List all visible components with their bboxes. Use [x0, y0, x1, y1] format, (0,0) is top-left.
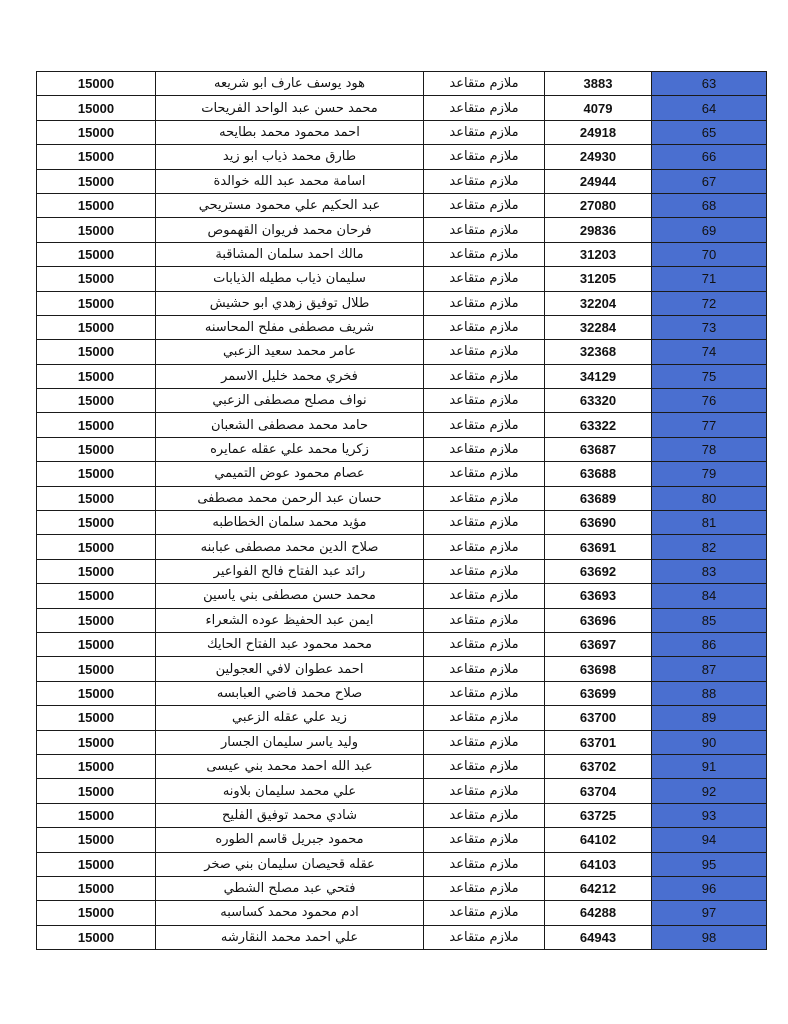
- sequence-cell: 74: [652, 340, 767, 364]
- name-cell: عقله قحيصان سليمان بني صخر: [156, 852, 424, 876]
- rank-cell: ملازم متقاعد: [424, 96, 545, 120]
- rank-cell: ملازم متقاعد: [424, 315, 545, 339]
- rank-cell: ملازم متقاعد: [424, 486, 545, 510]
- table-row: [37, 242, 767, 266]
- amount-cell: 15000: [37, 193, 156, 217]
- table-row: [37, 632, 767, 656]
- sequence-cell: 76: [652, 389, 767, 413]
- amount-cell: 15000: [37, 901, 156, 925]
- name-cell: زيد علي عقله الزعبي: [156, 706, 424, 730]
- sequence-cell: 96: [652, 876, 767, 900]
- amount-cell: 15000: [37, 242, 156, 266]
- rank-cell: ملازم متقاعد: [424, 779, 545, 803]
- military-number-cell: 63320: [545, 389, 652, 413]
- name-cell: فرحان محمد فريوان القهموص: [156, 218, 424, 242]
- rank-cell: ملازم متقاعد: [424, 267, 545, 291]
- retirees-table: [36, 71, 767, 950]
- sequence-cell: 98: [652, 925, 767, 949]
- table-row: [37, 96, 767, 120]
- name-cell: مالك احمد سلمان المشاقبة: [156, 242, 424, 266]
- table-row: [37, 852, 767, 876]
- military-number-cell: 64212: [545, 876, 652, 900]
- name-cell: محمد حسن مصطفى بني ياسين: [156, 584, 424, 608]
- rank-cell: ملازم متقاعد: [424, 876, 545, 900]
- amount-cell: 15000: [37, 876, 156, 900]
- name-cell: محمود جبريل قاسم الطوره: [156, 828, 424, 852]
- table-row: [37, 803, 767, 827]
- name-cell: ايمن عبد الحفيظ عوده الشعراء: [156, 608, 424, 632]
- table-row: [37, 364, 767, 388]
- military-number-cell: 63700: [545, 706, 652, 730]
- sequence-cell: 97: [652, 901, 767, 925]
- military-number-cell: 63688: [545, 462, 652, 486]
- military-number-cell: 64102: [545, 828, 652, 852]
- name-cell: صلاح محمد فاضي العبابسه: [156, 681, 424, 705]
- name-cell: سليمان ذياب مطيله الذيابات: [156, 267, 424, 291]
- name-cell: احمد محمود محمد بطايحه: [156, 120, 424, 144]
- amount-cell: 15000: [37, 706, 156, 730]
- amount-cell: 15000: [37, 779, 156, 803]
- rank-cell: ملازم متقاعد: [424, 559, 545, 583]
- sequence-cell: 68: [652, 193, 767, 217]
- amount-cell: 15000: [37, 291, 156, 315]
- military-number-cell: 63699: [545, 681, 652, 705]
- retirees-table-body: [37, 72, 767, 950]
- military-number-cell: 63701: [545, 730, 652, 754]
- table-row: [37, 779, 767, 803]
- military-number-cell: 63687: [545, 437, 652, 461]
- rank-cell: ملازم متقاعد: [424, 511, 545, 535]
- rank-cell: ملازم متقاعد: [424, 632, 545, 656]
- military-number-cell: 63689: [545, 486, 652, 510]
- amount-cell: 15000: [37, 169, 156, 193]
- name-cell: فتحي عبد مصلح الشطي: [156, 876, 424, 900]
- amount-cell: 15000: [37, 511, 156, 535]
- sequence-cell: 89: [652, 706, 767, 730]
- military-number-cell: 63725: [545, 803, 652, 827]
- sequence-cell: 65: [652, 120, 767, 144]
- name-cell: رائد عبد الفتاح فالح الفواعير: [156, 559, 424, 583]
- amount-cell: 15000: [37, 462, 156, 486]
- rank-cell: ملازم متقاعد: [424, 364, 545, 388]
- name-cell: علي احمد محمد النقارشه: [156, 925, 424, 949]
- rank-cell: ملازم متقاعد: [424, 925, 545, 949]
- amount-cell: 15000: [37, 584, 156, 608]
- sequence-cell: 82: [652, 535, 767, 559]
- sequence-cell: 80: [652, 486, 767, 510]
- military-number-cell: 63702: [545, 754, 652, 778]
- name-cell: عبد الله احمد محمد بني عيسى: [156, 754, 424, 778]
- rank-cell: ملازم متقاعد: [424, 828, 545, 852]
- sequence-cell: 67: [652, 169, 767, 193]
- name-cell: شادي محمد توفيق الفليح: [156, 803, 424, 827]
- military-number-cell: 63322: [545, 413, 652, 437]
- rank-cell: ملازم متقاعد: [424, 193, 545, 217]
- name-cell: وليد ياسر سليمان الجسار: [156, 730, 424, 754]
- military-number-cell: 4079: [545, 96, 652, 120]
- sequence-cell: 84: [652, 584, 767, 608]
- amount-cell: 15000: [37, 754, 156, 778]
- sequence-cell: 91: [652, 754, 767, 778]
- name-cell: عامر محمد سعيد الزعبي: [156, 340, 424, 364]
- amount-cell: 15000: [37, 535, 156, 559]
- sequence-cell: 78: [652, 437, 767, 461]
- amount-cell: 15000: [37, 389, 156, 413]
- military-number-cell: 32368: [545, 340, 652, 364]
- rank-cell: ملازم متقاعد: [424, 462, 545, 486]
- rank-cell: ملازم متقاعد: [424, 72, 545, 96]
- table-row: [37, 389, 767, 413]
- military-number-cell: 32204: [545, 291, 652, 315]
- amount-cell: 15000: [37, 120, 156, 144]
- sequence-cell: 93: [652, 803, 767, 827]
- table-row: [37, 876, 767, 900]
- sequence-cell: 75: [652, 364, 767, 388]
- name-cell: نواف مصلح مصطفى الزعبي: [156, 389, 424, 413]
- rank-cell: ملازم متقاعد: [424, 169, 545, 193]
- rank-cell: ملازم متقاعد: [424, 706, 545, 730]
- table-row: [37, 340, 767, 364]
- rank-cell: ملازم متقاعد: [424, 291, 545, 315]
- table-row: [37, 315, 767, 339]
- sequence-cell: 83: [652, 559, 767, 583]
- amount-cell: 15000: [37, 559, 156, 583]
- sequence-cell: 81: [652, 511, 767, 535]
- table-row: [37, 437, 767, 461]
- rank-cell: ملازم متقاعد: [424, 413, 545, 437]
- rank-cell: ملازم متقاعد: [424, 681, 545, 705]
- military-number-cell: 29836: [545, 218, 652, 242]
- name-cell: زكريا محمد علي عقله عمايره: [156, 437, 424, 461]
- amount-cell: 15000: [37, 315, 156, 339]
- amount-cell: 15000: [37, 657, 156, 681]
- military-number-cell: 63690: [545, 511, 652, 535]
- military-number-cell: 27080: [545, 193, 652, 217]
- sequence-cell: 79: [652, 462, 767, 486]
- military-number-cell: 63704: [545, 779, 652, 803]
- amount-cell: 15000: [37, 145, 156, 169]
- amount-cell: 15000: [37, 72, 156, 96]
- military-number-cell: 24944: [545, 169, 652, 193]
- table-row: [37, 511, 767, 535]
- table-row: [37, 267, 767, 291]
- table-row: [37, 559, 767, 583]
- rank-cell: ملازم متقاعد: [424, 657, 545, 681]
- table-row: [37, 706, 767, 730]
- military-number-cell: 64943: [545, 925, 652, 949]
- name-cell: طارق محمد ذياب ابو زيد: [156, 145, 424, 169]
- sequence-cell: 95: [652, 852, 767, 876]
- amount-cell: 15000: [37, 803, 156, 827]
- military-number-cell: 31205: [545, 267, 652, 291]
- military-number-cell: 64288: [545, 901, 652, 925]
- sequence-cell: 94: [652, 828, 767, 852]
- military-number-cell: 63698: [545, 657, 652, 681]
- name-cell: محمد محمود عبد الفتاح الحايك: [156, 632, 424, 656]
- table-row: [37, 145, 767, 169]
- amount-cell: 15000: [37, 852, 156, 876]
- amount-cell: 15000: [37, 730, 156, 754]
- rank-cell: ملازم متقاعد: [424, 120, 545, 144]
- name-cell: محمد حسن عبد الواحد الفريحات: [156, 96, 424, 120]
- table-row: [37, 730, 767, 754]
- rank-cell: ملازم متقاعد: [424, 803, 545, 827]
- table-row: [37, 462, 767, 486]
- sequence-cell: 92: [652, 779, 767, 803]
- amount-cell: 15000: [37, 218, 156, 242]
- military-number-cell: 63696: [545, 608, 652, 632]
- table-row: [37, 218, 767, 242]
- table-row: [37, 681, 767, 705]
- name-cell: هود يوسف عارف ابو شريعه: [156, 72, 424, 96]
- name-cell: حامد محمد مصطفى الشعبان: [156, 413, 424, 437]
- sequence-cell: 85: [652, 608, 767, 632]
- rank-cell: ملازم متقاعد: [424, 730, 545, 754]
- amount-cell: 15000: [37, 608, 156, 632]
- sequence-cell: 64: [652, 96, 767, 120]
- amount-cell: 15000: [37, 632, 156, 656]
- table-row: [37, 486, 767, 510]
- rank-cell: ملازم متقاعد: [424, 389, 545, 413]
- sequence-cell: 88: [652, 681, 767, 705]
- table-row: [37, 754, 767, 778]
- sequence-cell: 73: [652, 315, 767, 339]
- sequence-cell: 66: [652, 145, 767, 169]
- name-cell: احمد عطوان لافي العجولين: [156, 657, 424, 681]
- sequence-cell: 86: [652, 632, 767, 656]
- sequence-cell: 77: [652, 413, 767, 437]
- amount-cell: 15000: [37, 828, 156, 852]
- military-number-cell: 24918: [545, 120, 652, 144]
- rank-cell: ملازم متقاعد: [424, 608, 545, 632]
- table-row: [37, 413, 767, 437]
- amount-cell: 15000: [37, 681, 156, 705]
- amount-cell: 15000: [37, 437, 156, 461]
- amount-cell: 15000: [37, 486, 156, 510]
- table-row: [37, 169, 767, 193]
- name-cell: مؤيد محمد سلمان الخطاطبه: [156, 511, 424, 535]
- rank-cell: ملازم متقاعد: [424, 901, 545, 925]
- military-number-cell: 63691: [545, 535, 652, 559]
- rank-cell: ملازم متقاعد: [424, 584, 545, 608]
- name-cell: شريف مصطفى مفلح المحاسنه: [156, 315, 424, 339]
- amount-cell: 15000: [37, 413, 156, 437]
- amount-cell: 15000: [37, 267, 156, 291]
- military-number-cell: 63693: [545, 584, 652, 608]
- rank-cell: ملازم متقاعد: [424, 852, 545, 876]
- sequence-cell: 87: [652, 657, 767, 681]
- military-number-cell: 31203: [545, 242, 652, 266]
- rank-cell: ملازم متقاعد: [424, 754, 545, 778]
- military-number-cell: 64103: [545, 852, 652, 876]
- amount-cell: 15000: [37, 364, 156, 388]
- sequence-cell: 69: [652, 218, 767, 242]
- military-number-cell: 3883: [545, 72, 652, 96]
- rank-cell: ملازم متقاعد: [424, 242, 545, 266]
- name-cell: اسامة محمد عبد الله خوالدة: [156, 169, 424, 193]
- rank-cell: ملازم متقاعد: [424, 535, 545, 559]
- table-row: [37, 535, 767, 559]
- table-row: [37, 120, 767, 144]
- amount-cell: 15000: [37, 925, 156, 949]
- table-row: [37, 584, 767, 608]
- military-number-cell: 32284: [545, 315, 652, 339]
- amount-cell: 15000: [37, 340, 156, 364]
- table-row: [37, 608, 767, 632]
- table-row: [37, 901, 767, 925]
- table-row: [37, 828, 767, 852]
- amount-cell: 15000: [37, 96, 156, 120]
- name-cell: طلال توفيق زهدي ابو حشيش: [156, 291, 424, 315]
- name-cell: ادم محمود محمد كساسبه: [156, 901, 424, 925]
- table-row: [37, 291, 767, 315]
- table-row: [37, 925, 767, 949]
- rank-cell: ملازم متقاعد: [424, 437, 545, 461]
- name-cell: فخري محمد خليل الاسمر: [156, 364, 424, 388]
- sequence-cell: 63: [652, 72, 767, 96]
- rank-cell: ملازم متقاعد: [424, 145, 545, 169]
- sequence-cell: 90: [652, 730, 767, 754]
- table-row: [37, 193, 767, 217]
- name-cell: عصام محمود عوض التميمي: [156, 462, 424, 486]
- table-row: [37, 72, 767, 96]
- military-number-cell: 34129: [545, 364, 652, 388]
- sequence-cell: 72: [652, 291, 767, 315]
- military-number-cell: 24930: [545, 145, 652, 169]
- rank-cell: ملازم متقاعد: [424, 218, 545, 242]
- rank-cell: ملازم متقاعد: [424, 340, 545, 364]
- military-number-cell: 63692: [545, 559, 652, 583]
- sequence-cell: 71: [652, 267, 767, 291]
- table-row: [37, 657, 767, 681]
- name-cell: صلاح الدين محمد مصطفى عبابنه: [156, 535, 424, 559]
- name-cell: حسان عبد الرحمن محمد مصطفى: [156, 486, 424, 510]
- military-number-cell: 63697: [545, 632, 652, 656]
- name-cell: عبد الحكيم علي محمود مستريحي: [156, 193, 424, 217]
- name-cell: علي محمد سليمان بلاونه: [156, 779, 424, 803]
- sequence-cell: 70: [652, 242, 767, 266]
